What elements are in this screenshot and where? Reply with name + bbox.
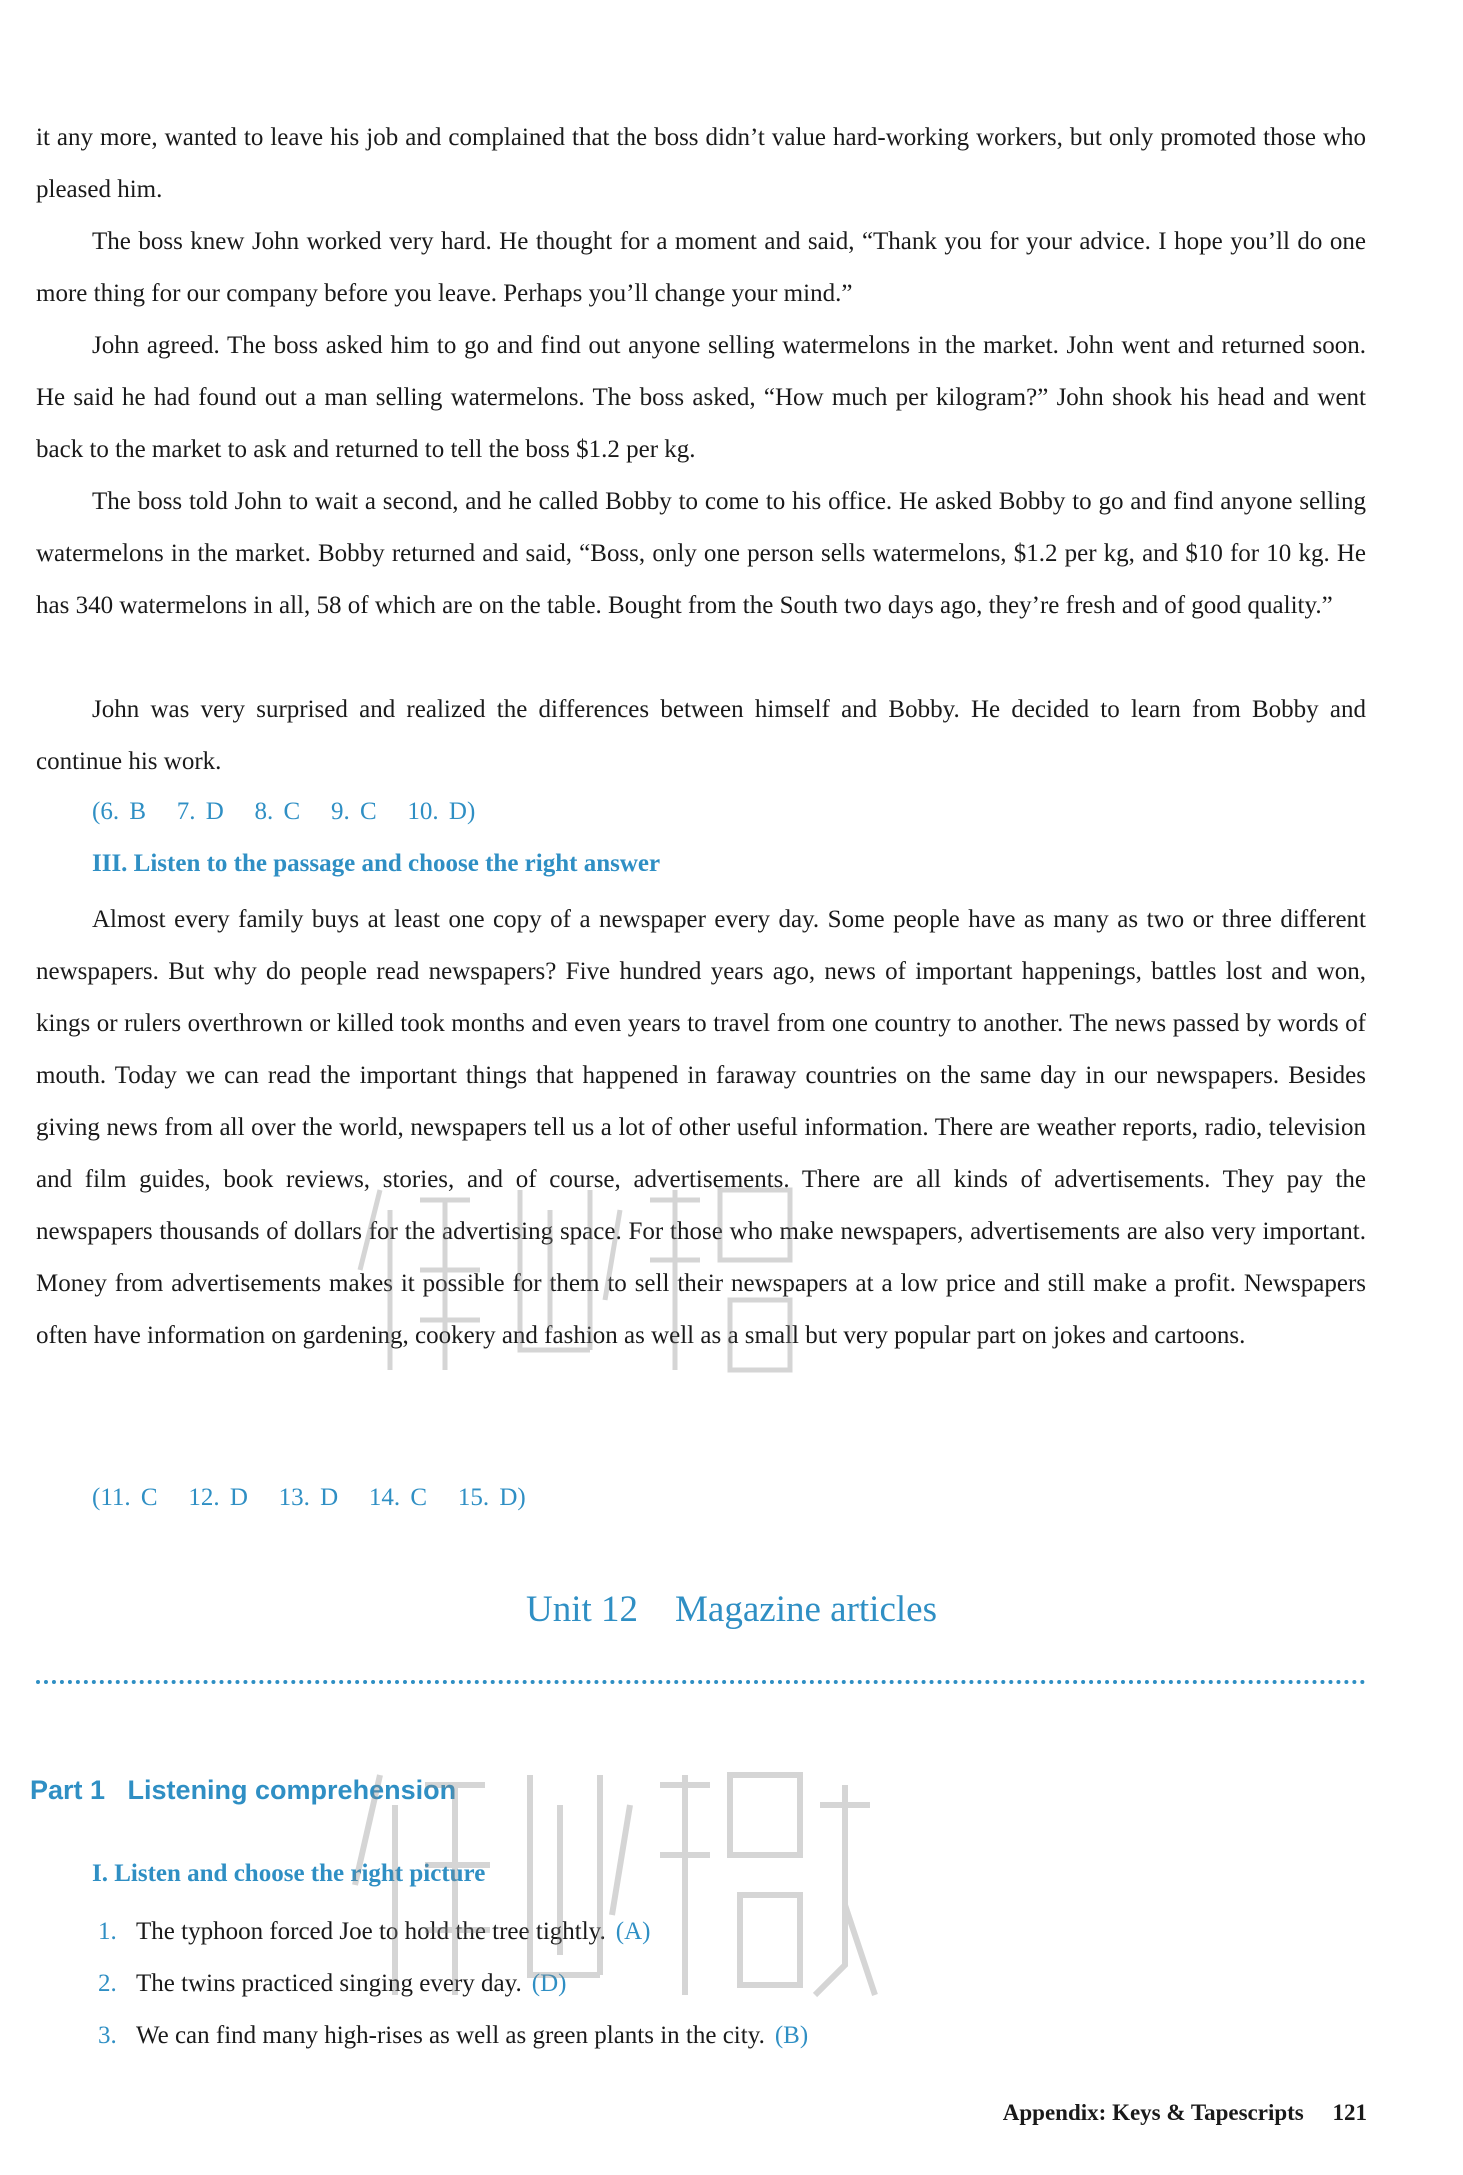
answer-key-6-10: (6. B 7. D 8. C 9. C 10. D) [92,798,476,825]
passage-paragraph: Almost every family buys at least one copy of a newspaper every day. Some people have as many as two or three different newspapers. But why do people read newspapers? Five hundred years ago, news of important happenings, battles lost and won, kings or rulers overthrown or killed took months and even years to travel from one country to another. The news passed by words of mouth. Today we can read the important things that happened in faraway countries on the same day in our newspapers. Besides giving news from all over the world, newspapers tell us a lot of other useful information. There are weather reports, radio, television and film guides, book reviews, stories, and of course, advertisements. There are all kinds of advertisements. They pay the newspapers thousands of dollars for the advertising space. For those who make newspapers, advertisements are also very important. Money from advertisements makes it possible for them to sell their newspapers at a low price and still make a profit. Newspapers often have information on gardening, cookery and fashion as well as a small but very popular part on jokes and cartoons. [36,906,1366,1349]
paragraph-3: John agreed. The boss asked him to go and find out anyone selling watermelons in the market. John went and returned soon. He said he had found out a man selling watermelons. The boss asked, “How much per kilogram?” John shook his head and went back to the market to ask and returned to tell the boss $1.2 per kg. [36,332,1366,463]
item-text: The typhoon forced Joe to hold the tree tightly. [136,1918,606,1945]
dotted-divider [36,1680,1366,1684]
item-answer: (D) [531,1970,567,1997]
section-heading-iii: III. Listen to the passage and choose the right answer [92,850,661,877]
list-item [98,1964,566,2004]
paragraph-5: John was very surprised and realized the differences between himself and Bobby. He decided to learn from Bobby and continue his work. [36,696,1366,775]
page-number: 121 [1332,2100,1367,2125]
item-answer: (B) [774,2022,809,2049]
item-answer: (A) [615,1918,651,1945]
item-text: We can find many high-rises as well as green plants in the city. [136,2022,765,2049]
item-text: The twins practiced singing every day. [136,1970,522,1997]
section-heading-i: I. Listen and choose the right picture [92,1860,486,1887]
list-item [98,2016,808,2056]
part-heading: Part 1 Listening comprehension [30,1775,457,1805]
item-number: 3. [98,2022,117,2049]
item-number: 1. [98,1918,117,1945]
answer-key-11-15: (11. C 12. D 13. D 14. C 15. D) [92,1484,526,1511]
paragraph-1: it any more, wanted to leave his job and complained that the boss didn’t value hard-working workers, but only promoted those who pleased him. [36,124,1366,203]
paragraph-4: The boss told John to wait a second, and he called Bobby to come to his office. He asked Bobby to go and find anyone selling watermelons in the market. Bobby returned and said, “Boss, only one person sells watermelons, $1.2 per kg, and $10 for 10 kg. He has 340 watermelons in all, 58 of which are on the table. Bought from the South two days ago, they’re fresh and of good quality.” [36,488,1366,619]
unit-title: Unit 12 Magazine articles [526,1589,937,1630]
paragraph-2: The boss knew John worked very hard. He thought for a moment and said, “Thank you for your advice. I hope you’ll do one more thing for our company before you leave. Perhaps you’ll change your mind.” [36,228,1366,307]
footer-label: Appendix: Keys & Tapescripts [1002,2100,1304,2125]
page-footer [1003,2100,1367,2126]
item-number: 2. [98,1970,117,1997]
list-item [98,1912,651,1952]
